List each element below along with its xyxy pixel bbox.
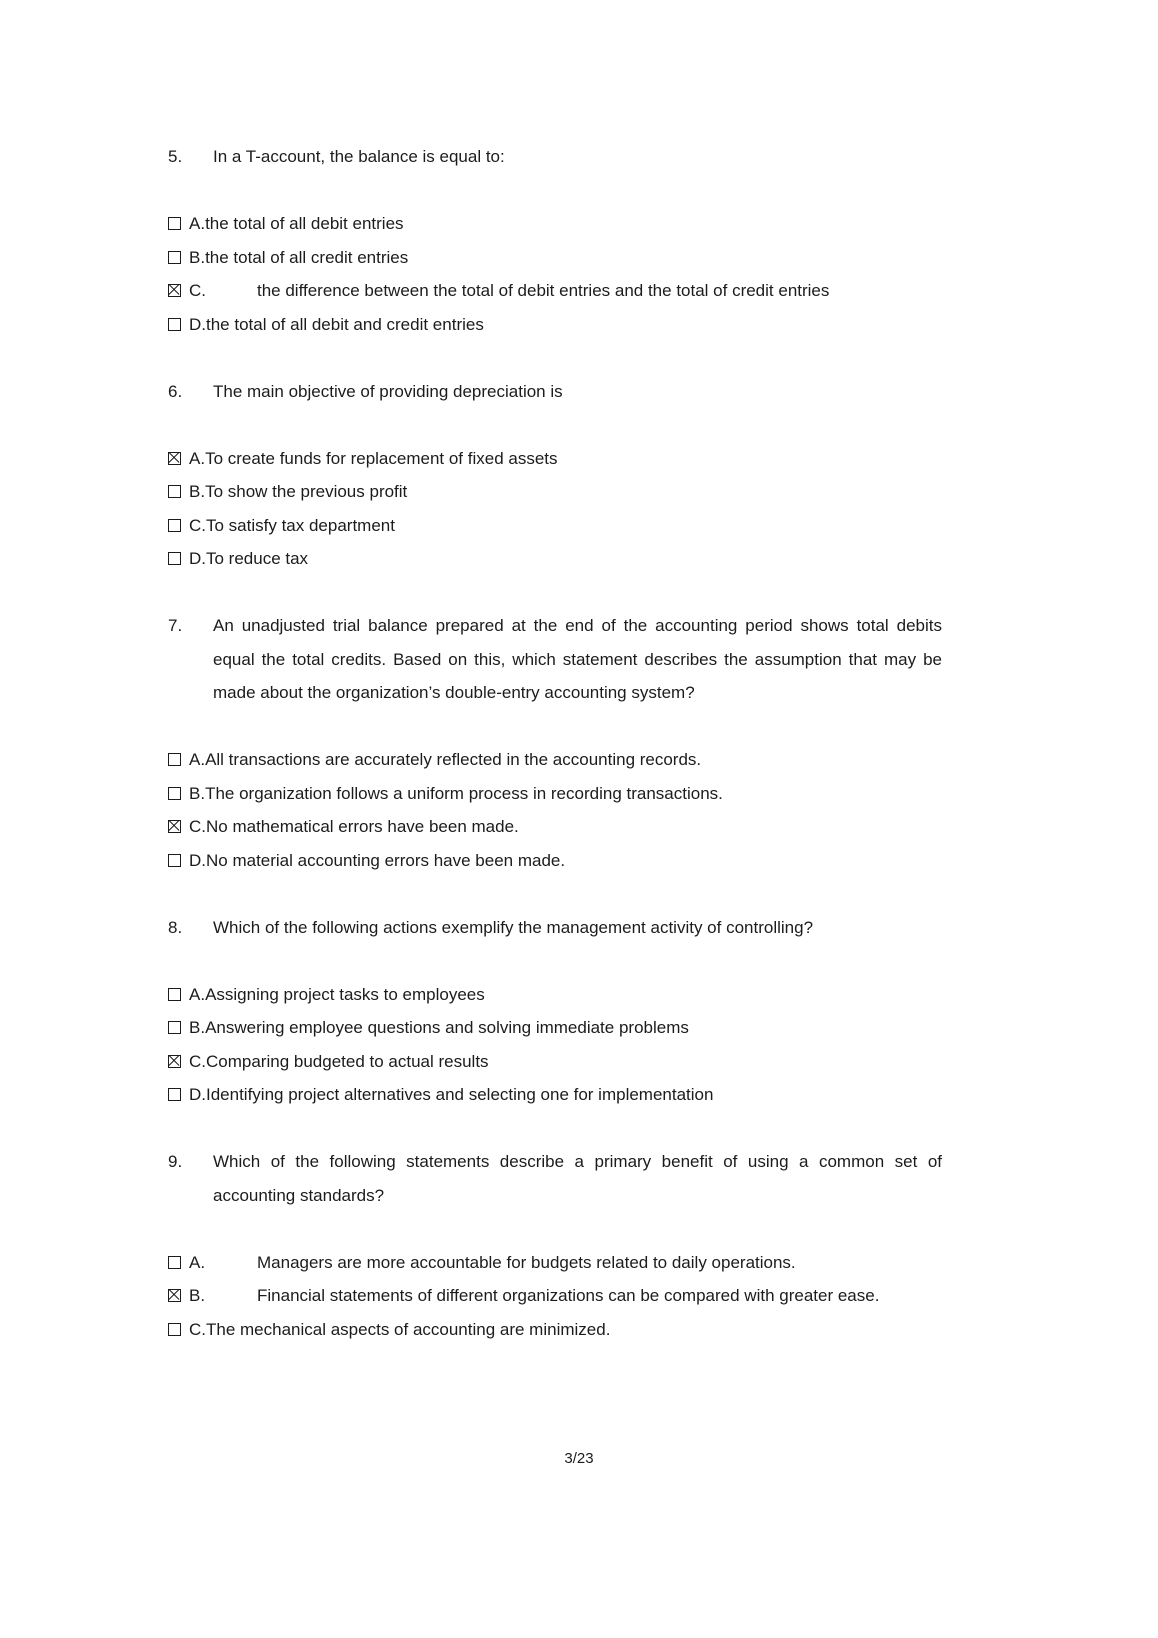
option-head bbox=[168, 817, 206, 836]
checkbox-unchecked-icon[interactable] bbox=[168, 1256, 181, 1269]
option-letter: C. bbox=[189, 1319, 206, 1339]
option-letter: B. bbox=[189, 482, 206, 501]
question-paragraph bbox=[168, 1145, 942, 1212]
option-row bbox=[168, 1045, 942, 1079]
checkbox-unchecked-icon[interactable] bbox=[168, 1088, 181, 1101]
checkbox-unchecked-icon[interactable] bbox=[168, 519, 181, 532]
checkbox-unchecked-icon[interactable] bbox=[168, 1323, 181, 1336]
option-text: the total of all debit entries bbox=[205, 214, 404, 233]
questions-container bbox=[168, 140, 942, 1380]
option-row bbox=[168, 743, 942, 777]
option-letter: A. bbox=[189, 214, 206, 233]
option-row bbox=[168, 1078, 942, 1112]
option-letter: B. bbox=[189, 247, 206, 267]
option-row bbox=[168, 1246, 942, 1280]
checkbox-unchecked-icon[interactable] bbox=[168, 854, 181, 867]
checkbox-unchecked-icon[interactable] bbox=[168, 753, 181, 766]
option-letter: B. bbox=[189, 783, 206, 803]
question-block bbox=[168, 1145, 942, 1346]
option-head bbox=[168, 274, 206, 308]
option-letter: C. bbox=[189, 817, 206, 836]
option-head bbox=[168, 549, 206, 568]
checkbox-unchecked-icon[interactable] bbox=[168, 217, 181, 230]
option-row bbox=[168, 241, 942, 275]
option-head bbox=[168, 1279, 205, 1313]
option-head bbox=[168, 315, 206, 334]
option-row bbox=[168, 810, 942, 844]
option-row bbox=[168, 207, 942, 241]
option-letter: A. bbox=[189, 984, 206, 1004]
option-row bbox=[168, 1011, 942, 1045]
option-letter: C. bbox=[189, 515, 206, 535]
question-number: 8. bbox=[168, 917, 183, 937]
options-list bbox=[168, 743, 942, 877]
question-number: 9. bbox=[168, 1152, 183, 1171]
option-letter: D. bbox=[189, 549, 206, 568]
option-letter: D. bbox=[189, 314, 206, 334]
option-row bbox=[168, 777, 942, 811]
checkbox-unchecked-icon[interactable] bbox=[168, 485, 181, 498]
option-row bbox=[168, 1279, 942, 1313]
option-letter: A. bbox=[189, 750, 206, 769]
option-text: The mechanical aspects of accounting are minimized. bbox=[206, 1319, 611, 1339]
option-row bbox=[168, 274, 942, 308]
checkbox-unchecked-icon[interactable] bbox=[168, 318, 181, 331]
option-row bbox=[168, 475, 942, 509]
option-row bbox=[168, 542, 942, 576]
question-number: 6. bbox=[168, 381, 183, 401]
option-text: the total of all debit and credit entries bbox=[206, 314, 484, 334]
question-text: In a T-account, the balance is equal to: bbox=[213, 147, 505, 166]
option-head bbox=[168, 851, 206, 870]
option-row bbox=[168, 442, 942, 476]
question-paragraph bbox=[168, 140, 942, 174]
checkbox-checked-icon[interactable] bbox=[168, 1289, 181, 1302]
option-letter: A. bbox=[189, 448, 206, 468]
checkbox-unchecked-icon[interactable] bbox=[168, 552, 181, 565]
option-head bbox=[168, 214, 205, 233]
option-head bbox=[168, 516, 206, 535]
option-head bbox=[168, 482, 205, 501]
option-text: The organization follows a uniform process in recording transactions. bbox=[205, 783, 723, 803]
option-letter: C. bbox=[189, 1051, 206, 1071]
question-text: The main objective of providing depreciation is bbox=[213, 381, 563, 401]
option-letter: A. bbox=[189, 1252, 206, 1272]
options-list bbox=[168, 442, 942, 576]
option-head bbox=[168, 784, 205, 803]
question-number: 5. bbox=[168, 147, 183, 166]
option-head bbox=[168, 1052, 206, 1071]
question-paragraph bbox=[168, 375, 942, 409]
options-list bbox=[168, 978, 942, 1112]
checkbox-checked-icon[interactable] bbox=[168, 820, 181, 833]
checkbox-unchecked-icon[interactable] bbox=[168, 1021, 181, 1034]
option-text: the total of all credit entries bbox=[205, 247, 409, 267]
option-text: No mathematical errors have been made. bbox=[206, 817, 519, 836]
question-paragraph bbox=[168, 609, 942, 710]
option-text: To satisfy tax department bbox=[206, 515, 395, 535]
option-row bbox=[168, 978, 942, 1012]
options-list bbox=[168, 1246, 942, 1347]
option-head bbox=[168, 1246, 205, 1280]
question-block bbox=[168, 911, 942, 1112]
option-row bbox=[168, 308, 942, 342]
question-text: Which of the following actions exemplify the management activity of controlling? bbox=[213, 917, 814, 937]
option-text: Comparing budgeted to actual results bbox=[206, 1051, 489, 1071]
option-head bbox=[168, 1320, 206, 1339]
option-text: To reduce tax bbox=[206, 549, 309, 568]
option-row bbox=[168, 1313, 942, 1347]
question-text: Which of the following statements describe a primary benefit of using a common set of accounting standards? bbox=[213, 1152, 942, 1205]
option-letter: C. bbox=[189, 281, 206, 300]
option-text: Assigning project tasks to employees bbox=[205, 984, 485, 1004]
page-number: 3/23 bbox=[564, 1450, 594, 1467]
option-text: To show the previous profit bbox=[205, 482, 408, 501]
option-head bbox=[168, 449, 205, 468]
question-block bbox=[168, 140, 942, 341]
question-block bbox=[168, 609, 942, 877]
option-text: Identifying project alternatives and selecting one for implementation bbox=[206, 1085, 714, 1104]
option-text: Financial statements of different organizations can be compared with greater ease. bbox=[257, 1286, 880, 1305]
option-row bbox=[168, 844, 942, 878]
option-text: the difference between the total of debit entries and the total of credit entries bbox=[257, 281, 830, 300]
question-number: 7. bbox=[168, 616, 183, 635]
options-list bbox=[168, 207, 942, 341]
question-paragraph bbox=[168, 911, 942, 945]
checkbox-unchecked-icon[interactable] bbox=[168, 988, 181, 1001]
checkbox-unchecked-icon[interactable] bbox=[168, 251, 181, 264]
option-text: All transactions are accurately reflected in the accounting records. bbox=[205, 750, 702, 769]
option-text: Answering employee questions and solving immediate problems bbox=[205, 1018, 689, 1037]
checkbox-checked-icon[interactable] bbox=[168, 452, 181, 465]
option-text: To create funds for replacement of fixed assets bbox=[205, 448, 558, 468]
question-block bbox=[168, 375, 942, 576]
checkbox-checked-icon[interactable] bbox=[168, 1055, 181, 1068]
option-letter: D. bbox=[189, 850, 206, 870]
option-text: No material accounting errors have been made. bbox=[206, 850, 566, 870]
option-letter: B. bbox=[189, 1286, 206, 1305]
option-head bbox=[168, 248, 205, 267]
option-letter: D. bbox=[189, 1085, 206, 1104]
option-head bbox=[168, 1018, 205, 1037]
option-text: Managers are more accountable for budgets related to daily operations. bbox=[257, 1252, 796, 1272]
option-head bbox=[168, 750, 205, 769]
option-head bbox=[168, 985, 205, 1004]
checkbox-checked-icon[interactable] bbox=[168, 284, 181, 297]
question-text: An unadjusted trial balance prepared at the end of the accounting period shows total debits equal the total credits. Based on this, which statement describes the assumption that may be made about the organization’s double-entry accounting system? bbox=[213, 616, 942, 702]
option-letter: B. bbox=[189, 1018, 206, 1037]
checkbox-unchecked-icon[interactable] bbox=[168, 787, 181, 800]
option-row bbox=[168, 509, 942, 543]
option-head bbox=[168, 1085, 206, 1104]
